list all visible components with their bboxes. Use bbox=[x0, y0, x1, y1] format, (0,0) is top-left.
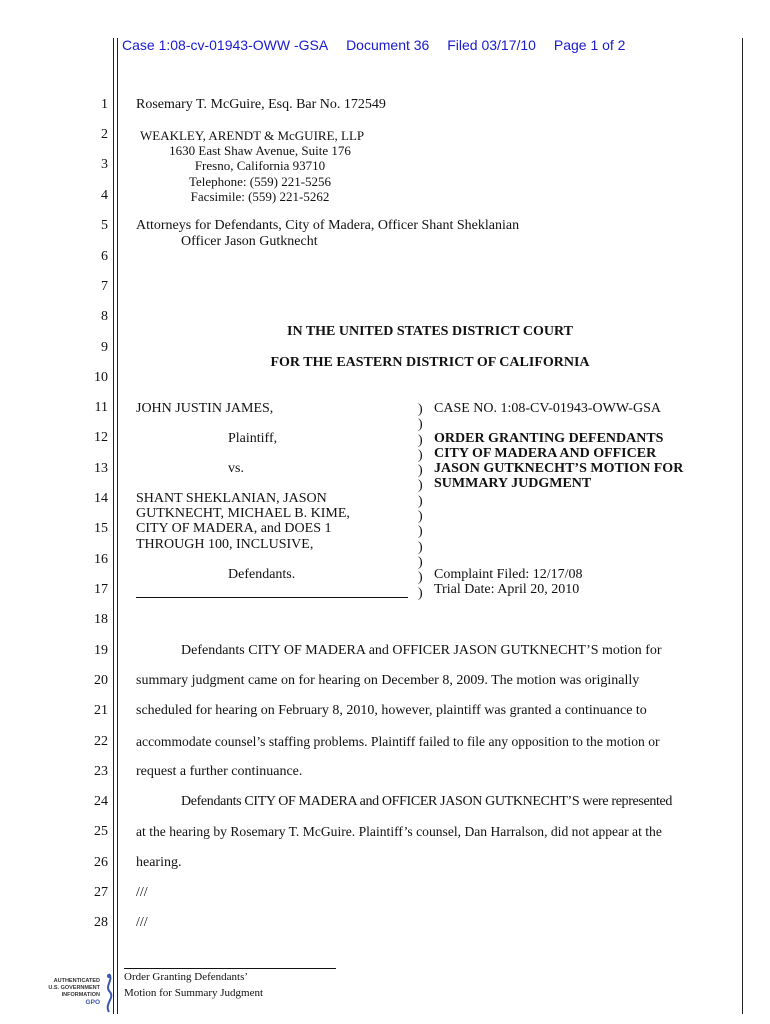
line-number: 11 bbox=[94, 400, 108, 415]
document-number: Document 36 bbox=[346, 37, 430, 53]
line-number: 23 bbox=[94, 764, 108, 779]
line-number: 16 bbox=[94, 552, 108, 567]
caption-parentheses: ) ) ) ) ) ) ) ) ) ) ) ) ) bbox=[418, 402, 423, 601]
firm-telephone: Telephone: (559) 221-5256 bbox=[188, 174, 332, 189]
defendants-line-2: GUTKNECHT, MICHAEL B. KIME, bbox=[136, 506, 350, 521]
court-district: FOR THE EASTERN DISTRICT OF CALIFORNIA bbox=[270, 355, 590, 370]
right-margin-rule bbox=[742, 38, 743, 1014]
body-line-19: Defendants CITY OF MADERA and OFFICER JASON GUTKNECHT’S motion for bbox=[181, 643, 662, 658]
defendants-line-4: THROUGH 100, INCLUSIVE, bbox=[136, 537, 314, 552]
body-line-24: Defendants CITY OF MADERA and OFFICER JASON GUTKNECHT’S were represented bbox=[181, 794, 673, 809]
left-margin-rule bbox=[113, 38, 114, 1014]
case-number-caption: CASE NO. 1:08-CV-01943-OWW-GSA bbox=[434, 401, 661, 416]
line-number: 8 bbox=[101, 309, 108, 324]
versus: vs. bbox=[228, 461, 244, 476]
body-line-20: summary judgment came on for hearing on December 8, 2009. The motion was originally bbox=[136, 673, 640, 688]
line-number: 9 bbox=[101, 340, 108, 355]
order-title-4: SUMMARY JUDGMENT bbox=[434, 476, 592, 491]
line-number: 7 bbox=[101, 279, 108, 294]
line-number: 17 bbox=[94, 582, 108, 597]
line-number: 28 bbox=[94, 915, 108, 930]
seal-text-2: U.S. GOVERNMENT bbox=[48, 985, 100, 991]
order-title-2: CITY OF MADERA AND OFFICER bbox=[434, 446, 657, 461]
firm-address-city: Fresno, California 93710 bbox=[194, 158, 326, 173]
line-number: 13 bbox=[94, 461, 108, 476]
line-number: 4 bbox=[101, 188, 108, 203]
line-number: 10 bbox=[94, 370, 108, 385]
attorneys-for: Attorneys for Defendants, City of Madera, Officer Shant Sheklanian bbox=[136, 218, 520, 233]
line-number: 27 bbox=[94, 885, 108, 900]
line-number: 2 bbox=[101, 127, 108, 142]
line-number: 24 bbox=[94, 794, 108, 809]
body-line-26: hearing. bbox=[136, 855, 182, 870]
case-number: Case 1:08-cv-01943-OWW -GSA bbox=[122, 37, 329, 53]
defendants-line-3: CITY OF MADERA, and DOES 1 bbox=[136, 521, 332, 536]
defendants-label: Defendants. bbox=[228, 567, 296, 582]
attorneys-for-cont: Officer Jason Gutknecht bbox=[181, 234, 318, 249]
line-number: 12 bbox=[94, 430, 108, 445]
footer-title-1: Order Granting Defendants’ bbox=[124, 971, 249, 983]
plaintiff-label: Plaintiff, bbox=[228, 431, 278, 446]
body-line-28: /// bbox=[136, 915, 148, 930]
line-number: 20 bbox=[94, 673, 108, 688]
line-number: 1 bbox=[101, 97, 108, 112]
line-number: 15 bbox=[94, 521, 108, 536]
law-firm: WEAKLEY, ARENDT & McGUIRE, LLP bbox=[140, 128, 365, 143]
line-number: 21 bbox=[94, 703, 108, 718]
line-number: 19 bbox=[94, 643, 108, 658]
court-name: IN THE UNITED STATES DISTRICT COURT bbox=[287, 324, 573, 339]
body-line-21: scheduled for hearing on February 8, 2010, however, plaintiff was granted a continuance to bbox=[136, 703, 647, 718]
case-header bbox=[122, 37, 639, 53]
body-line-27: /// bbox=[136, 885, 148, 900]
line-number: 25 bbox=[94, 824, 108, 839]
seal-text-1: AUTHENTICATED bbox=[53, 978, 100, 984]
filed-date: Filed 03/17/10 bbox=[447, 37, 536, 53]
line-number: 18 bbox=[94, 612, 108, 627]
line-number: 26 bbox=[94, 855, 108, 870]
order-title-1: ORDER GRANTING DEFENDANTS bbox=[434, 431, 664, 446]
complaint-filed: Complaint Filed: 12/17/08 bbox=[434, 567, 583, 582]
line-number: 22 bbox=[94, 734, 108, 749]
firm-facsimile: Facsimile: (559) 221-5262 bbox=[190, 189, 330, 204]
line-number: 14 bbox=[94, 491, 108, 506]
plaintiff-name: JOHN JUSTIN JAMES, bbox=[136, 401, 274, 416]
trial-date: Trial Date: April 20, 2010 bbox=[434, 582, 580, 597]
line-number: 3 bbox=[101, 157, 108, 172]
firm-address-street: 1630 East Shaw Avenue, Suite 176 bbox=[169, 143, 351, 158]
caption-underline bbox=[136, 597, 408, 598]
footer-rule bbox=[124, 968, 336, 969]
defendants-line-1: SHANT SHEKLANIAN, JASON bbox=[136, 491, 327, 506]
line-number: 5 bbox=[101, 218, 108, 233]
line-number: 6 bbox=[101, 249, 108, 264]
page-number: Page 1 of 2 bbox=[553, 37, 626, 53]
seal-text-4: GPO bbox=[85, 999, 100, 1006]
body-line-23: request a further continuance. bbox=[136, 764, 303, 779]
attorney-name: Rosemary T. McGuire, Esq. Bar No. 172549 bbox=[136, 97, 386, 112]
seal-text-3: INFORMATION bbox=[61, 992, 100, 998]
gpo-eagle-icon bbox=[100, 972, 118, 1016]
body-line-25: at the hearing by Rosemary T. McGuire. Plaintiff’s counsel, Dan Harralson, did not appear at the bbox=[136, 824, 662, 839]
footer-title-2: Motion for Summary Judgment bbox=[124, 987, 264, 999]
left-margin-rule-inner bbox=[117, 38, 118, 1014]
order-title-3: JASON GUTKNECHT’S MOTION FOR bbox=[434, 461, 684, 476]
body-line-22: accommodate counsel’s staffing problems. Plaintiff failed to file any opposition to the motion or bbox=[136, 734, 660, 749]
